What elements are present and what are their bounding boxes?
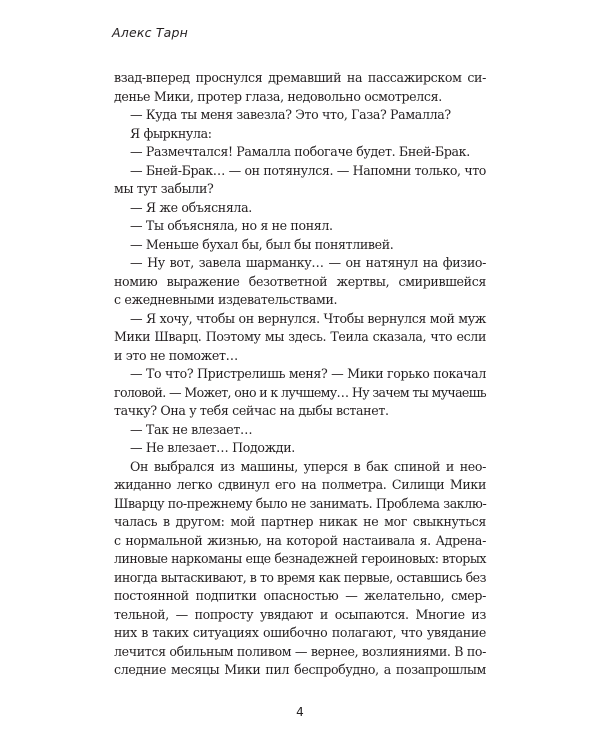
text-line: следние месяцы Мики пил беспробудно, а позапрошлым (114, 662, 486, 677)
text-line: — Бней-Брак… — он потянулся. — Напомни только, что (130, 162, 486, 178)
text-line: — Ты объясняла, но я не понял. (130, 218, 333, 233)
text-line: — Размечтался! Рамалла побогаче будет. Бней-Брак. (130, 144, 470, 159)
text-line: — Я же объясняла. (130, 199, 252, 215)
text-line: — Куда ты меня завезла? Это что, Газа? Рамалла? (130, 107, 451, 122)
text-line: мы тут забыли? (114, 181, 214, 196)
text-line: головой. — Может, оно и к лучшему… Ну зачем ты мучаешь (114, 384, 486, 400)
text-line: Он выбрался из машины, уперся в бак спиной и нео- (130, 458, 486, 474)
text-line: чалась в другом: мой партнер никак не мог свыкнуться (114, 514, 486, 529)
text-line: Шварцу по-прежнему было не занимать. Проблема заклю- (114, 495, 487, 511)
text-line: линовые наркоманы еще безнадежней героиновых: вторых (114, 551, 486, 566)
text-line: иногда вытаскивают, в то время как первые, оставшись без (114, 569, 486, 585)
text-line: с ежедневными издевательствами. (114, 292, 338, 307)
text-line: — Не влезает… Подожди. (130, 440, 295, 455)
text-line: лечится обильным поливом — вернее, возлияниями. В по- (114, 643, 486, 659)
text-line: Я фыркнула: (130, 125, 212, 141)
text-line: взад-вперед проснулся дремавший на пассажирском си- (114, 70, 486, 85)
text-line: — Ну вот, завела шарманку… — он натянул на физио- (130, 255, 486, 270)
text-line: — Так не влезает… (130, 421, 253, 437)
text-line: Мики Шварц. Поэтому мы здесь. Теила сказала, что если (114, 329, 486, 344)
page-number: 4 (296, 705, 304, 719)
text-line: денье Мики, протер глаза, недовольно осмотрелся. (114, 88, 442, 104)
text-line: с нормальной жизнью, на которой настаивала я. Адрена- (114, 532, 486, 548)
text-line: жиданно легко сдвинул его на полметра. Силищи Мики (114, 477, 486, 492)
text-line: номию выражение безответной жертвы, смирившейся (114, 273, 486, 289)
text-line: постоянной подпитки опасностью — желательно, смер- (114, 588, 486, 603)
text-line: — Я хочу, чтобы он вернулся. Чтобы вернулся мой муж (130, 310, 486, 326)
text-line: тачку? Она у тебя сейчас на дыбы встанет. (114, 403, 389, 418)
text-line: них в таких ситуациях ошибочно полагают, что увядание (114, 625, 486, 640)
body-text (114, 69, 486, 680)
text-line: тельной, — попросту увядают и осыпаются. Многие из (114, 606, 486, 622)
text-line: и это не поможет… (114, 347, 238, 363)
running-head: Алекс Тарн (112, 25, 189, 40)
text-line: — Меньше бухал бы, был бы понятливей. (130, 236, 394, 252)
text-line: — То что? Пристрелишь меня? — Мики горько покачал (130, 366, 486, 381)
